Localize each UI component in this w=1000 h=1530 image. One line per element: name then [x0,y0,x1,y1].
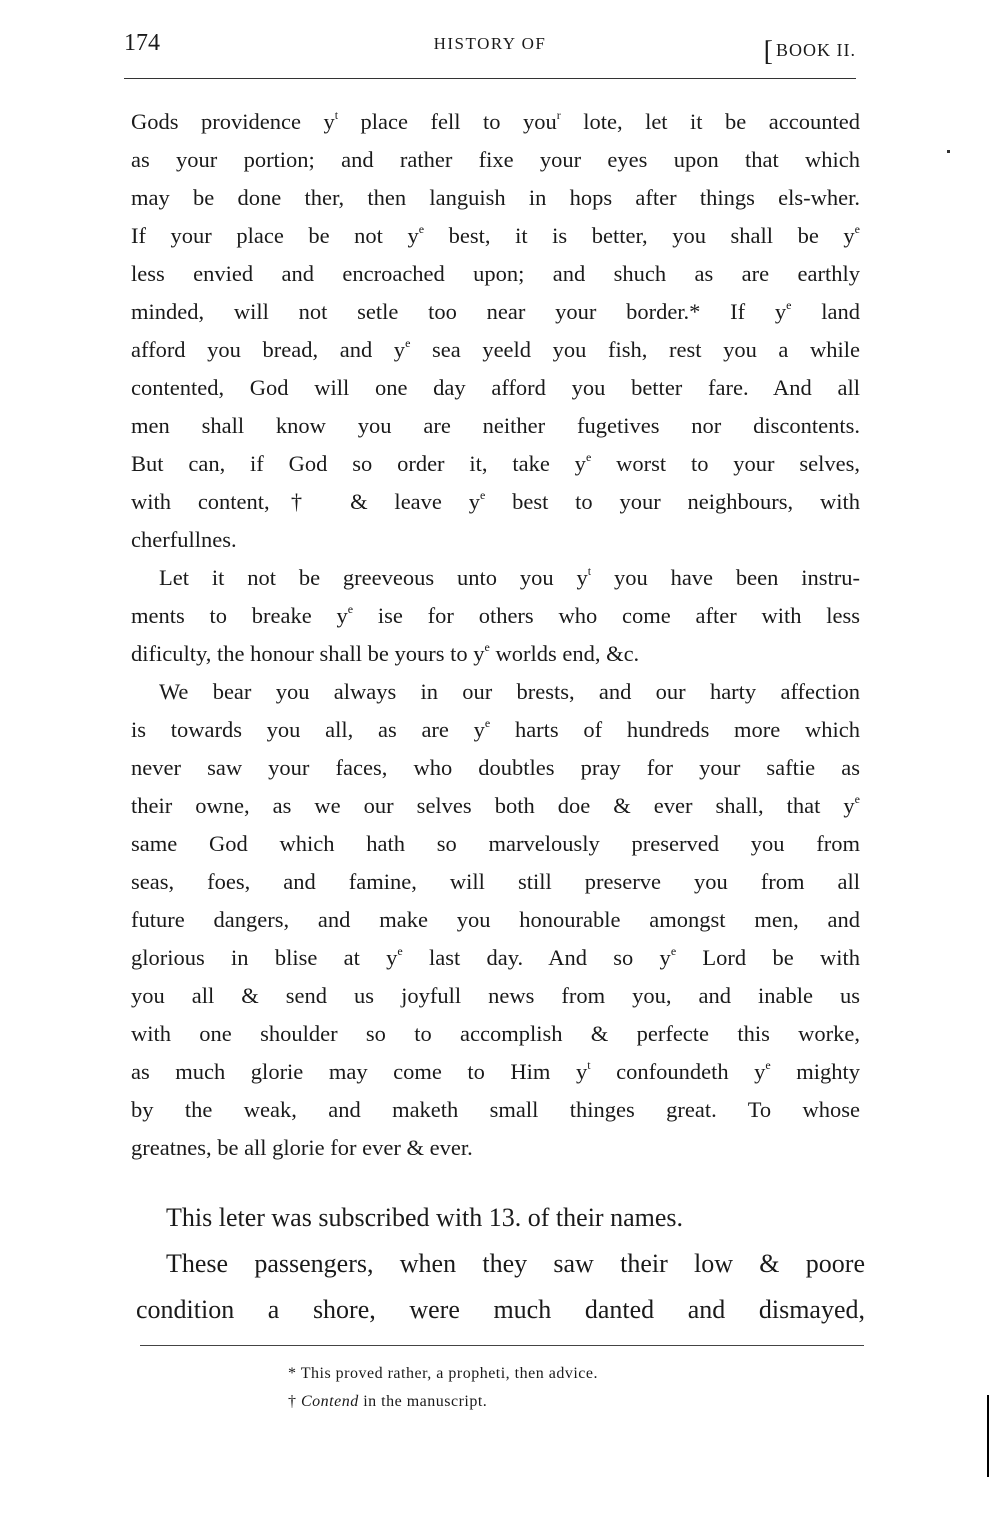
text-line: If your place be not $y^e$ best, it is better, you shall be $y^e$ [131,222,860,248]
scan-speck [947,150,950,153]
text-line: Gods providence $y^t$ place fell to you$^r$ lote, let it be accounted [131,108,860,134]
text-line: as much glorie may come to Him $y^t$ confoundeth $y^e$ mighty [131,1058,860,1084]
continuation-line-1: This leter was subscribed with 13. of their names. [166,1203,683,1232]
text-line: men shall know you are neither fugetives nor discontents. [131,413,860,438]
text-line: never saw your faces, who doubtles pray for your saftie as [131,755,860,780]
text-line: same God which hath so marvelously preserved you from [131,831,860,856]
letter-body [131,103,860,1167]
text-line: their owne, as we our selves both doe & ever shall, that $y^e$ [131,792,860,818]
continuation-line-2: These passengers, when they saw their low & poore [166,1249,865,1278]
book-label-text: BOOK II. [776,40,856,60]
text-line: minded, will not setle too near your border.* If $y^e$ land [131,298,860,324]
footnote-2: † Contend in the manuscript. [288,1393,488,1410]
text-line: with content,† & leave $y^e$ best to your neighbours, with [131,488,860,514]
text-line: cherfullnes. [131,527,237,552]
text-line: afford you bread, and $y^e$ sea yeeld you fish, rest you a while [131,336,861,362]
text-line: by the weak, and maketh small thinges great. To whose [131,1097,860,1122]
text-line: ments to breake $y^e$ ise for others who come after with less [131,602,861,628]
text-line: is towards you all, as are $y^e$ harts of hundreds more which [131,716,860,742]
footnotes [288,1360,598,1416]
text-line: We bear you always in our brests, and our harty affection [159,679,860,704]
text-line: future dangers, and make you honourable amongst men, and [131,907,860,932]
text-line: seas, foes, and famine, will still preserve you from all [131,869,860,894]
header-rule [124,78,856,79]
footnote-rule [140,1345,864,1346]
page-header [124,28,856,67]
running-title: HISTORY OF [433,34,547,53]
text-line: may be done ther, then languish in hops after things els-wher. [131,185,860,210]
text-line: greatnes, be all glorie for ever & ever. [131,1135,473,1160]
page-number: 174 [124,30,160,56]
scan-edge-mark [987,1395,989,1477]
text-line: But can, if God so order it, take $y^e$ worst to your selves, [131,450,860,476]
text-line: contented, God will one day afford you better fare. And all [131,375,860,400]
text-line: as your portion; and rather fixe your eyes upon that which [131,147,860,172]
text-line: Let it not be greeveous unto you $y^t$ you have been instru- [159,564,860,590]
text-line: with one shoulder so to accomplish & perfecte this worke, [131,1021,860,1046]
book-label [763,32,856,67]
text-line: less envied and encroached upon; and shuch as are earthly [131,261,860,286]
footnote-1: * This proved rather, a propheti, then advice. [288,1365,598,1382]
text-line: you all & send us joyfull news from you, and inable us [131,983,860,1008]
continuation-line-3: condition a shore, were much danted and dismayed, [136,1295,865,1324]
text-line: dificulty, the honour shall be yours to $y^e$ worlds end, &c. [131,640,640,666]
text-line: glorious in blise at $y^e$ last day. And so $y^e$ Lord be with [131,944,860,970]
continuation-text [136,1195,865,1333]
book-bracket: [ [763,36,774,67]
